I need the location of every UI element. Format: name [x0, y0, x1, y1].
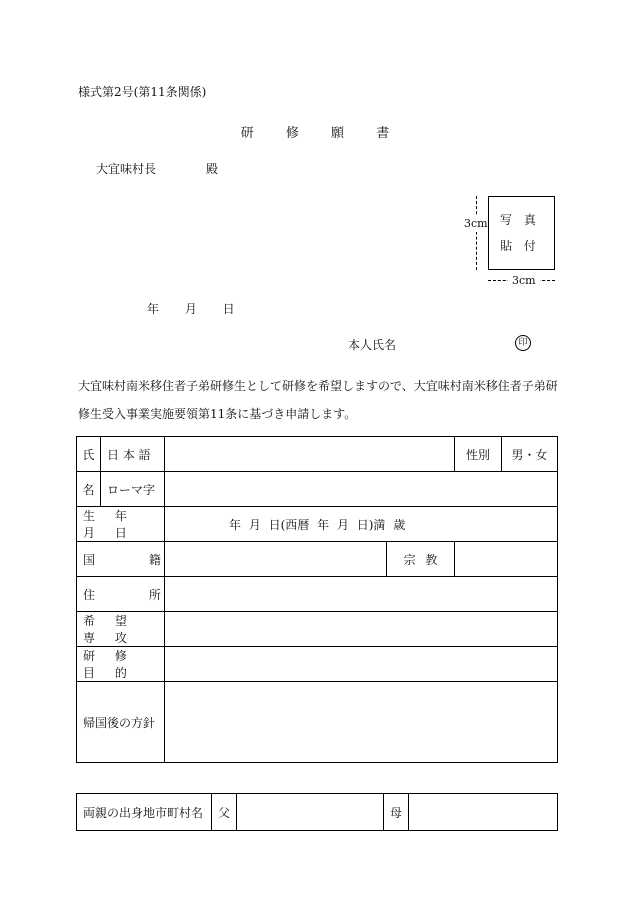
table-row	[77, 577, 558, 612]
photo-box	[488, 196, 555, 270]
seal-mark: 印	[515, 335, 531, 351]
desired-major-field[interactable]	[165, 612, 558, 647]
addressee-name: 大宜味村長	[96, 162, 157, 176]
japanese-name-field[interactable]	[165, 437, 455, 472]
addressee-honorific: 殿	[206, 162, 219, 176]
table-row	[77, 647, 558, 682]
table-row	[77, 472, 558, 507]
religion-field[interactable]	[455, 542, 558, 577]
photo-label-line1: 写 真	[500, 213, 536, 227]
photo-height-guide	[476, 196, 477, 270]
parents-origin-label: 両親の出身地市町村名	[77, 794, 212, 831]
form-number: 様式第2号(第11条関係)	[78, 85, 207, 99]
desired-major-label: 希 望 専 攻	[77, 612, 165, 647]
photo-width-label: 3cm	[508, 274, 540, 287]
parents-table	[76, 793, 558, 831]
training-purpose-label: 研 修 目 的	[77, 647, 165, 682]
japanese-name-label: 日 本 語	[101, 437, 165, 472]
application-statement: 大宜味村南米移住者子弟研修生として研修を希望しますので、大宜味村南米移住者子弟研修生受入事業実施要領第11条に基づき申請します。	[78, 379, 558, 421]
applicant-name-label: 本人氏名	[348, 338, 397, 352]
application-date: 年 月 日	[147, 302, 235, 316]
nationality-field[interactable]	[165, 542, 387, 577]
nationality-label: 国 籍	[77, 542, 165, 577]
sex-label: 性別	[455, 437, 502, 472]
name-label-bottom: 名	[77, 472, 101, 507]
table-row	[77, 794, 558, 831]
application-table	[76, 436, 558, 763]
table-row	[77, 612, 558, 647]
mother-label: 母	[384, 794, 409, 831]
mother-origin-field[interactable]	[409, 794, 558, 831]
birth-date-field[interactable]: 年 月 日(西暦 年 月 日)満 歳	[165, 507, 558, 542]
document-title: 研 修 願 書	[240, 126, 390, 141]
sex-options[interactable]: 男・女	[502, 437, 558, 472]
table-row	[77, 542, 558, 577]
address-label: 住 所	[77, 577, 165, 612]
post-return-policy-label: 帰国後の方針	[77, 682, 165, 763]
table-row	[77, 507, 558, 542]
romaji-name-label: ローマ字	[101, 472, 165, 507]
romaji-name-field[interactable]	[165, 472, 558, 507]
table-row	[77, 437, 558, 472]
table-row	[77, 682, 558, 763]
name-label-top: 氏	[77, 437, 101, 472]
birth-date-label: 生 年 月 日	[77, 507, 165, 542]
post-return-policy-field[interactable]	[165, 682, 558, 763]
photo-label-line2: 貼 付	[500, 239, 536, 253]
training-purpose-field[interactable]	[165, 647, 558, 682]
address-field[interactable]	[165, 577, 558, 612]
photo-height-label: 3cm	[464, 217, 488, 230]
father-origin-field[interactable]	[237, 794, 384, 831]
religion-label: 宗 教	[387, 542, 455, 577]
father-label: 父	[212, 794, 237, 831]
